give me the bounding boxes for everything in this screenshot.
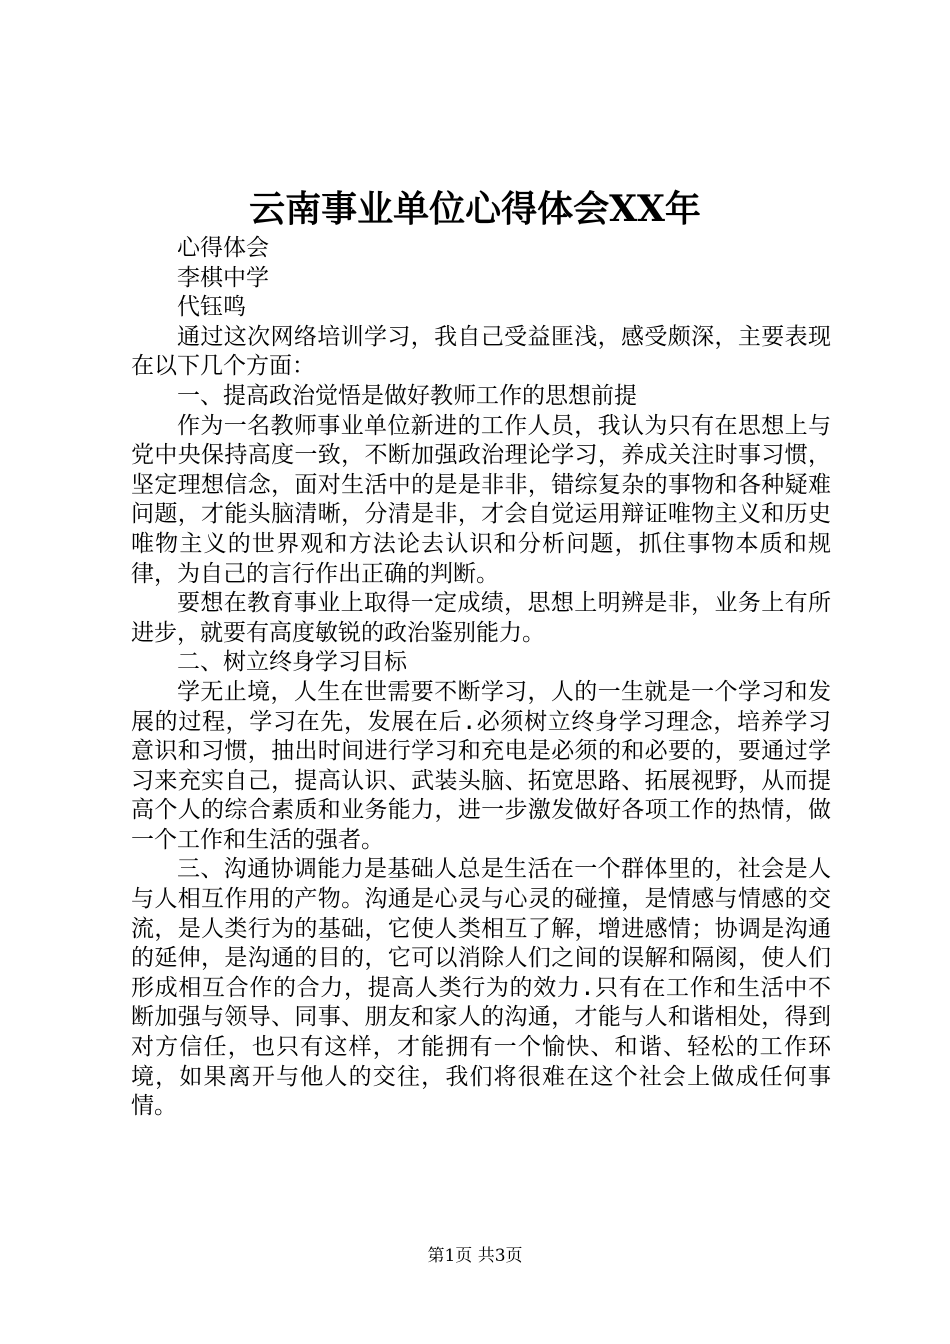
paragraph-body: 要想在教育事业上取得一定成绩，思想上明辨是非，业务上有所进步，就要有高度敏锐的政治鉴别能力。 <box>131 590 831 646</box>
document-title: 云南事业单位心得体会XX年 <box>249 188 701 230</box>
section-heading-2: 二、树立终身学习目标 <box>177 649 407 676</box>
paragraph-school: 李棋中学 <box>177 264 269 291</box>
paragraph-author: 代钰鸣 <box>177 294 246 321</box>
paragraph-body: 学无止境，人生在世需要不断学习，人的一生就是一个学习和发展的过程，学习在先，发展在后.必须树立终身学习理念，培养学习意识和习惯，抽出时间进行学习和充电是必须的和必要的，要通过学习来充实自己，提高认识、武装头脑、拓宽思路、拓展视野，从而提高个人的综合素质和业务能力，进一步激发做好各项工作的热情，做一个工作和生活的强者。 <box>131 678 831 853</box>
paragraph-heading-label: 心得体会 <box>177 235 269 261</box>
page-footer: 第1页 共3页 <box>427 1246 523 1266</box>
section-heading-1: 一、提高政治觉悟是做好教师工作的思想前提 <box>177 382 637 409</box>
document-body <box>131 234 831 1122</box>
paragraph-body: 三、沟通协调能力是基础人总是生活在一个群体里的，社会是人与人相互作用的产物。沟通是心灵与心灵的碰撞，是情感与情感的交流，是人类行为的基础，它使人类相互了解，增进感情；协调是沟通的延伸，是沟通的目的，它可以消除人们之间的误解和隔阂，使人们形成相互合作的合力，提高人类行为的效力.只有在工作和生活中不断加强与领导、同事、朋友和家人的沟通，才能与人和谐相处，得到对方信任，也只有这样，才能拥有一个愉快、和谐、轻松的工作环境，如果离开与他人的交往，我们将很难在这个社会上做成任何事情。 <box>131 856 831 1120</box>
paragraph-intro: 通过这次网络培训学习，我自己受益匪浅，感受颇深，主要表现在以下几个方面： <box>131 323 831 380</box>
paragraph-body: 作为一名教师事业单位新进的工作人员，我认为只有在思想上与党中央保持高度一致，不断加强政治理论学习，养成关注时事习惯，坚定理想信念，面对生活中的是是非非，错综复杂的事物和各种疑难问题，才能头脑清晰，分清是非，才会自觉运用辩证唯物主义和历史唯物主义的世界观和方法论去认识和分析问题，抓住事物本质和规律，为自己的言行作出正确的判断。 <box>131 412 831 587</box>
